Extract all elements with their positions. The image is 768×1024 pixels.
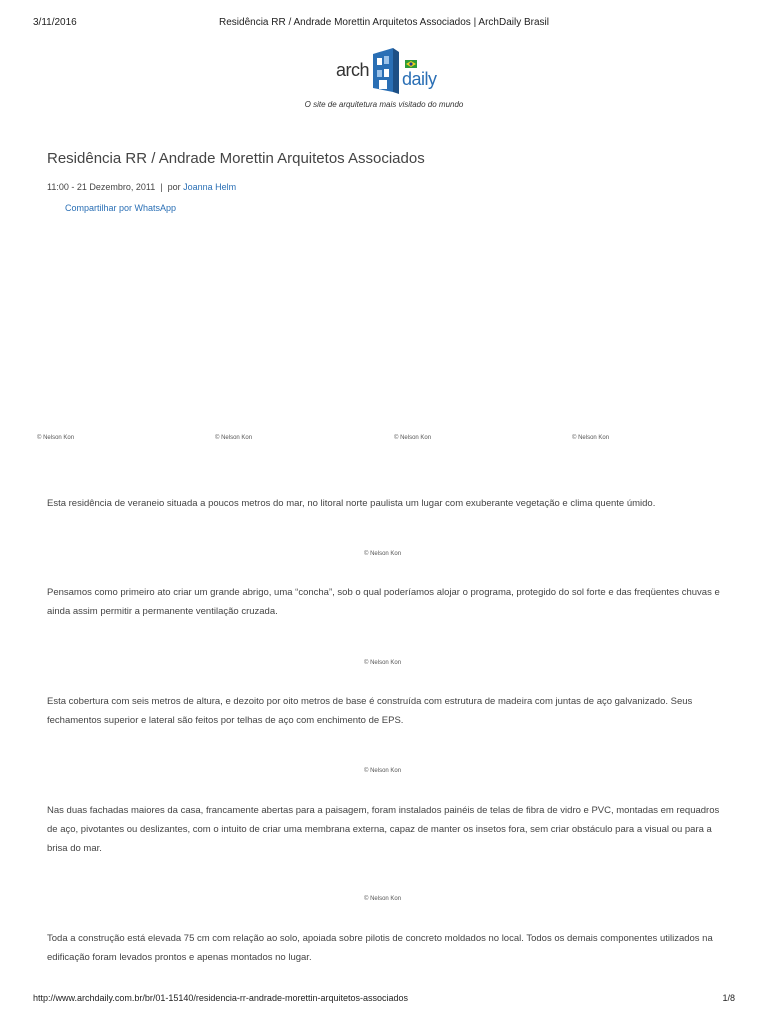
image-credit: © Nelson Kon	[364, 551, 402, 557]
image-credit: © Nelson Kon	[364, 896, 402, 902]
logo-word-daily: daily	[402, 69, 437, 89]
author-link[interactable]: Joanna Helm	[183, 182, 237, 192]
building-icon	[371, 44, 401, 96]
image-credit: © Nelson Kon	[364, 768, 402, 774]
logo-word-arch: arch	[336, 60, 370, 80]
print-header	[33, 17, 735, 31]
site-tagline: O site de arquitetura mais visitado do mundo	[304, 100, 464, 109]
brazil-flag-icon	[405, 60, 417, 68]
article-meta	[47, 182, 236, 192]
image-credit: © Nelson Kon	[364, 660, 402, 666]
article-paragraph: Nas duas fachadas maiores da casa, francamente abertas para a paisagem, foram instalados painéis de telas de fibra de vidro e PVC, montadas em requadros de aço, pivotantes ou deslizantes, com o intuito de criar uma membrana externa, capaz de manter os insetos fora, sem criar obstáculo para a visual ou para a brisa do mar.	[47, 805, 720, 854]
gallery-photo-credit: © Nelson Kon	[394, 435, 432, 441]
print-footer	[33, 993, 735, 1007]
archdaily-logo[interactable]	[334, 44, 438, 96]
article-paragraph: Esta residência de veraneio situada a poucos metros do mar, no litoral norte paulista um lugar com exuberante vegetação e clima quente úmido.	[47, 498, 656, 509]
article-paragraph: Pensamos como primeiro ato criar um grande abrigo, uma “concha”, sob o qual poderíamos alojar o programa, protegido do sol forte e das freqüentes chuvas e ainda assim permitir a permanente ventilação cruzada.	[47, 587, 720, 617]
by-label: por	[167, 182, 181, 192]
gallery-photo-credit: © Nelson Kon	[215, 435, 253, 441]
gallery-photo-credit: © Nelson Kon	[37, 435, 75, 441]
gallery-photo-credit: © Nelson Kon	[572, 435, 610, 441]
article-paragraph: Toda a construção está elevada 75 cm com relação ao solo, apoiada sobre pilotis de concreto moldados no local. Todos os demais componentes utilizados na edificação foram levados prontos e apenas montados no lugar.	[47, 933, 713, 963]
publish-date: 11:00 - 21 Dezembro, 2011	[47, 182, 156, 192]
article-title: Residência RR / Andrade Morettin Arquitetos Associados	[47, 150, 425, 167]
page-url: http://www.archdaily.com.br/br/01-15140/residencia-rr-andrade-morettin-arquitetos-associados	[33, 993, 409, 1003]
article-paragraph: Esta cobertura com seis metros de altura, e dezoito por oito metros de base é construída com estrutura de madeira com juntas de aço galvanizado. Seus fechamentos superior e lateral são feitos por telhas de aço com enchimento de EPS.	[47, 696, 693, 726]
share-whatsapp-link[interactable]: Compartilhar por WhatsApp	[65, 203, 177, 213]
page-number: 1/8	[722, 993, 735, 1003]
meta-separator: |	[160, 182, 163, 192]
print-page-title: Residência RR / Andrade Morettin Arquitetos Associados | ArchDaily Brasil	[219, 17, 549, 28]
print-date: 3/11/2016	[33, 17, 77, 28]
